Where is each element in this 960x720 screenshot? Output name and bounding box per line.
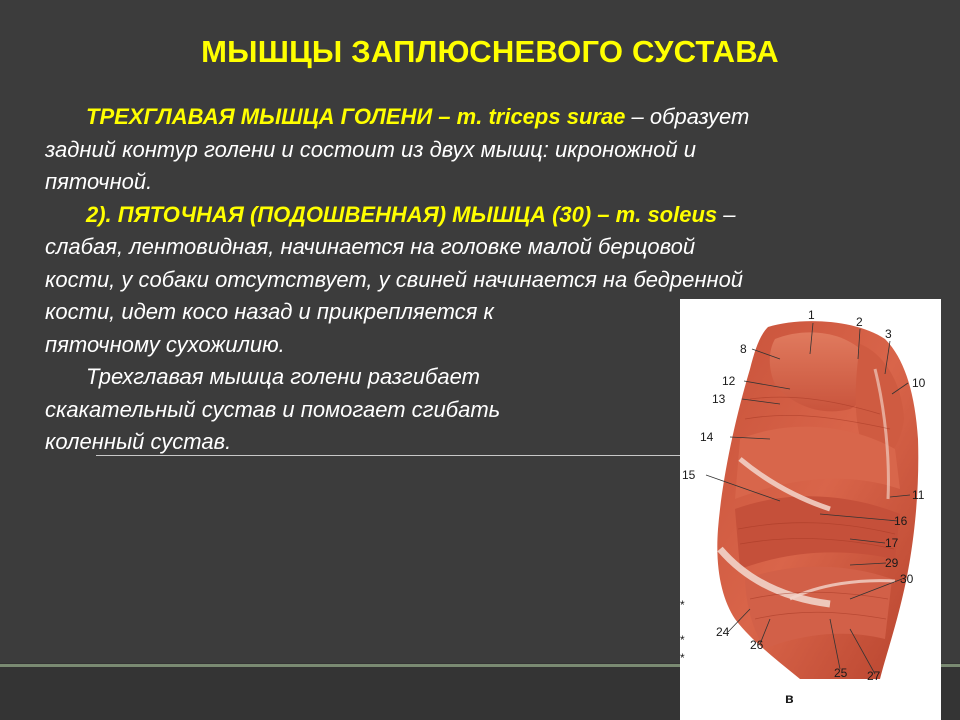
figure-label: 17 bbox=[885, 536, 899, 550]
para2-line3: кости, у собаки отсутствует, у свиней начинается на бедренной bbox=[45, 266, 744, 292]
para2-heading: 2). ПЯТОЧНАЯ (ПОДОШВЕННАЯ) МЫШЦА (30) – m. soleus bbox=[86, 201, 718, 227]
figure-label: 26 bbox=[750, 638, 764, 652]
para1-line3: пяточной. bbox=[45, 169, 153, 194]
figure-label: 11 bbox=[912, 488, 925, 502]
para1-text-a: – образует bbox=[625, 104, 750, 129]
para2-line2: слабая, лентовидная, начинается на головке малой берцовой bbox=[45, 234, 696, 259]
figure-label: 8 bbox=[740, 342, 747, 356]
figure-label: 1 bbox=[808, 308, 815, 322]
figure-star: * bbox=[680, 651, 685, 665]
figure-panel-letter: в bbox=[785, 690, 794, 706]
para1-line1 bbox=[45, 101, 905, 134]
para2-line1 bbox=[45, 199, 905, 232]
figure-label: 29 bbox=[885, 556, 899, 570]
para1-line2: задний контур голени и состоит из двух мышц: икроножной и bbox=[45, 136, 696, 162]
para1-heading: ТРЕХГЛАВАЯ МЫШЦА ГОЛЕНИ – m. triceps surae bbox=[86, 104, 626, 129]
figure-label: 24 bbox=[716, 625, 730, 639]
para3-line2: скакательный сустав и помогает сгибать bbox=[45, 396, 501, 422]
para3-line3: коленный сустав. bbox=[45, 429, 232, 454]
figure-label: 15 bbox=[682, 468, 696, 482]
figure-star: * bbox=[680, 598, 685, 612]
para2-line5: пяточному сухожилию. bbox=[45, 331, 285, 357]
figure-label: 2 bbox=[856, 315, 863, 329]
figure-label: 12 bbox=[722, 374, 736, 388]
muscle-figure bbox=[680, 299, 941, 720]
figure-label: 3 bbox=[885, 327, 892, 341]
figure-label: 14 bbox=[700, 430, 714, 444]
para3-line1: Трехглавая мышца голени разгибает bbox=[86, 364, 480, 389]
figure-labels bbox=[680, 299, 941, 720]
para2-line4: кости, идет косо назад и прикрепляется к bbox=[45, 299, 494, 324]
figure-label: 10 bbox=[912, 376, 926, 390]
divider-line bbox=[96, 455, 696, 456]
figure-label: 27 bbox=[867, 669, 881, 683]
figure-label: 16 bbox=[894, 514, 908, 528]
slide-title: МЫШЦЫ ЗАПЛЮСНЕВОГО СУСТАВА bbox=[201, 34, 779, 69]
para2-text-a: – bbox=[717, 201, 736, 227]
figure-star: * bbox=[680, 633, 685, 647]
figure-label: 13 bbox=[712, 392, 726, 406]
figure-label: 25 bbox=[834, 666, 848, 680]
figure-label: 30 bbox=[900, 572, 914, 586]
